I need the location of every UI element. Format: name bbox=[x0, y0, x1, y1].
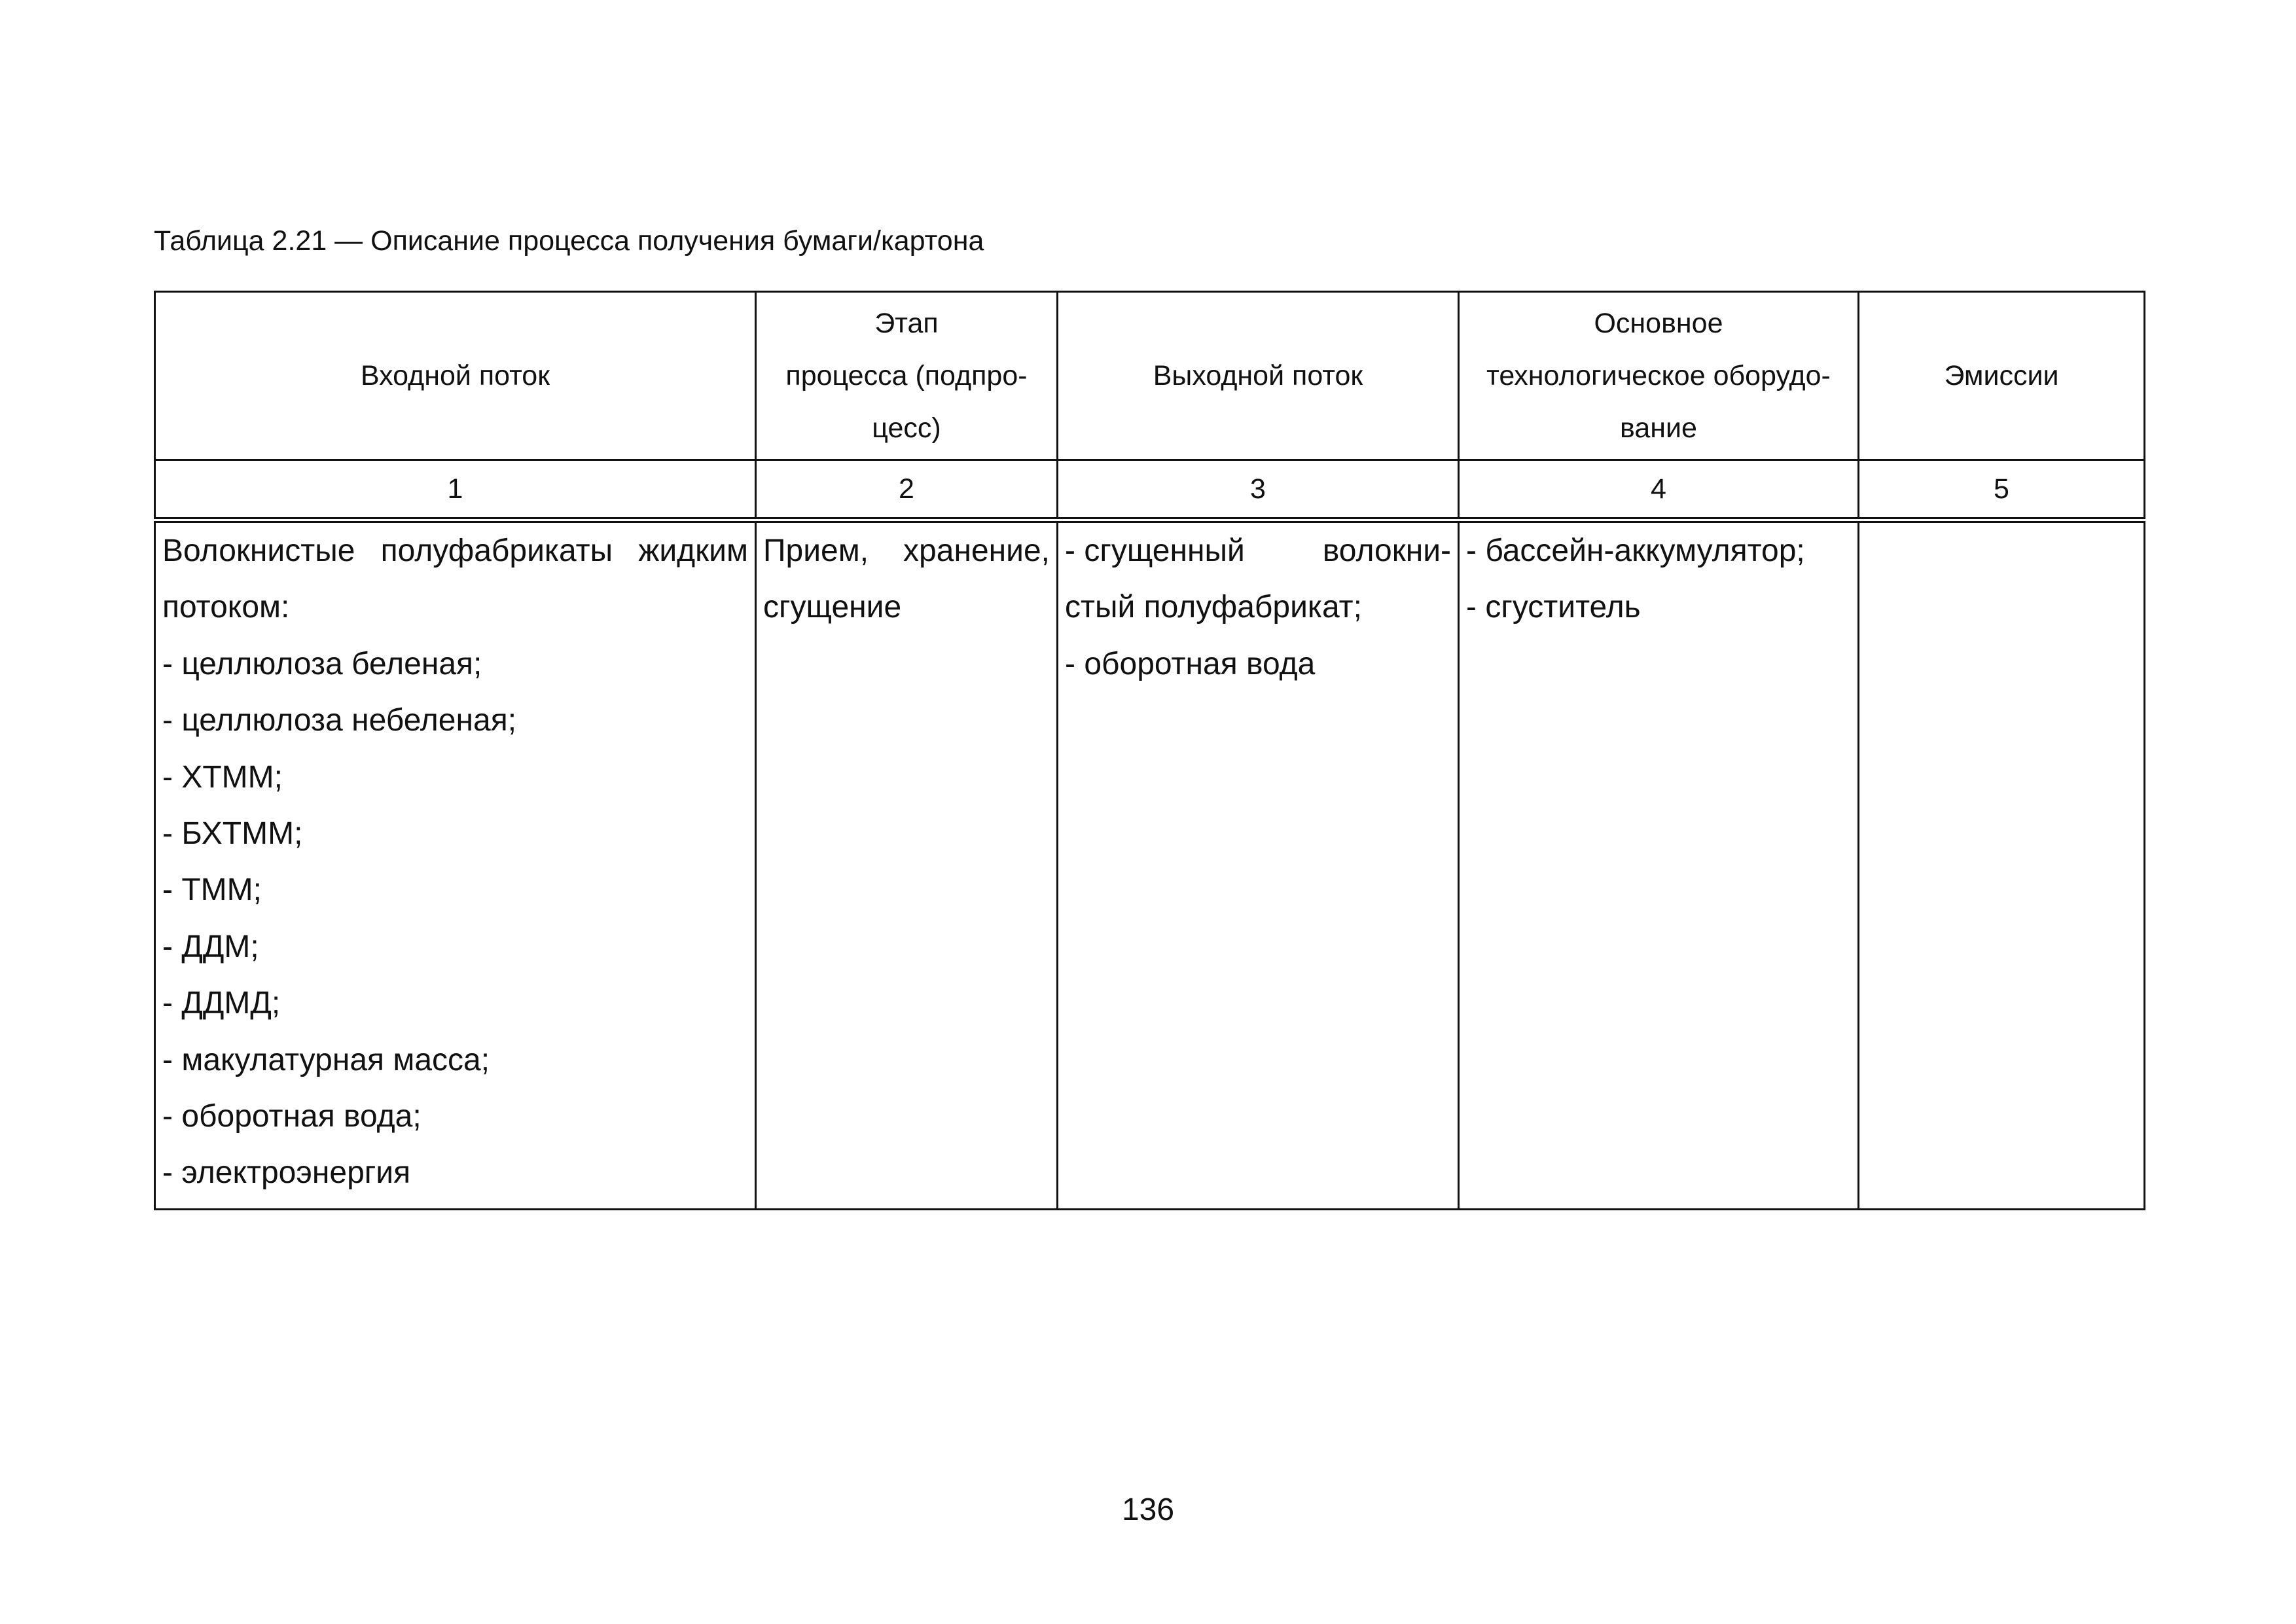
cell-process-stage bbox=[756, 520, 1058, 1210]
column-number: 1 bbox=[155, 460, 756, 520]
cell-emissions bbox=[1859, 520, 2145, 1210]
header-main-equipment: Основное технологическое оборудо- вание bbox=[1459, 292, 1859, 460]
list-item: - оборотная вода bbox=[1065, 646, 1316, 681]
table-row bbox=[155, 520, 2145, 1210]
header-process-stage: Этап процесса (подпро- цесс) bbox=[756, 292, 1058, 460]
justified-line: Волокнистые полуфабрикаты жидким bbox=[162, 533, 748, 568]
list-item: - электроэнергия bbox=[162, 1155, 411, 1191]
list-item: - ХТММ; bbox=[162, 759, 283, 795]
cell-main-equipment bbox=[1459, 520, 1859, 1210]
list-item: - ДДМД; bbox=[162, 986, 281, 1021]
list-item: - БХТММ; bbox=[162, 816, 303, 852]
justified-line: - сгущенный волокни- bbox=[1065, 533, 1451, 568]
list-item: потоком: bbox=[162, 590, 290, 625]
process-description-table bbox=[154, 291, 2145, 1210]
table-header-row bbox=[155, 292, 2145, 460]
cell-input-flow bbox=[155, 520, 756, 1210]
header-input-flow: Входной поток bbox=[155, 292, 756, 460]
list-item: - оборотная вода; bbox=[162, 1099, 422, 1134]
column-number: 3 bbox=[1058, 460, 1459, 520]
list-item: сгущение bbox=[763, 590, 902, 625]
column-number: 5 bbox=[1859, 460, 2145, 520]
list-item: - бассейн-аккумулятор; bbox=[1466, 533, 1805, 568]
list-item: стый полуфабрикат; bbox=[1065, 590, 1362, 625]
list-item: - макулатурная масса; bbox=[162, 1042, 490, 1077]
justified-line: Прием, хранение, bbox=[763, 533, 1050, 568]
list-item: - целлюлоза беленая; bbox=[162, 646, 482, 681]
column-number: 2 bbox=[756, 460, 1058, 520]
list-item: - ТММ; bbox=[162, 873, 262, 908]
cell-output-flow bbox=[1058, 520, 1459, 1210]
list-item: - сгуститель bbox=[1466, 590, 1641, 625]
table-caption: Таблица 2.21 — Описание процесса получения бумаги/картона bbox=[154, 225, 984, 257]
header-output-flow: Выходной поток bbox=[1058, 292, 1459, 460]
column-number-row bbox=[155, 460, 2145, 520]
column-number: 4 bbox=[1459, 460, 1859, 520]
header-emissions: Эмиссии bbox=[1859, 292, 2145, 460]
list-item: - ДДМ; bbox=[162, 929, 259, 964]
list-item: - целлюлоза небеленая; bbox=[162, 703, 517, 738]
page-number: 136 bbox=[1121, 1492, 1175, 1527]
